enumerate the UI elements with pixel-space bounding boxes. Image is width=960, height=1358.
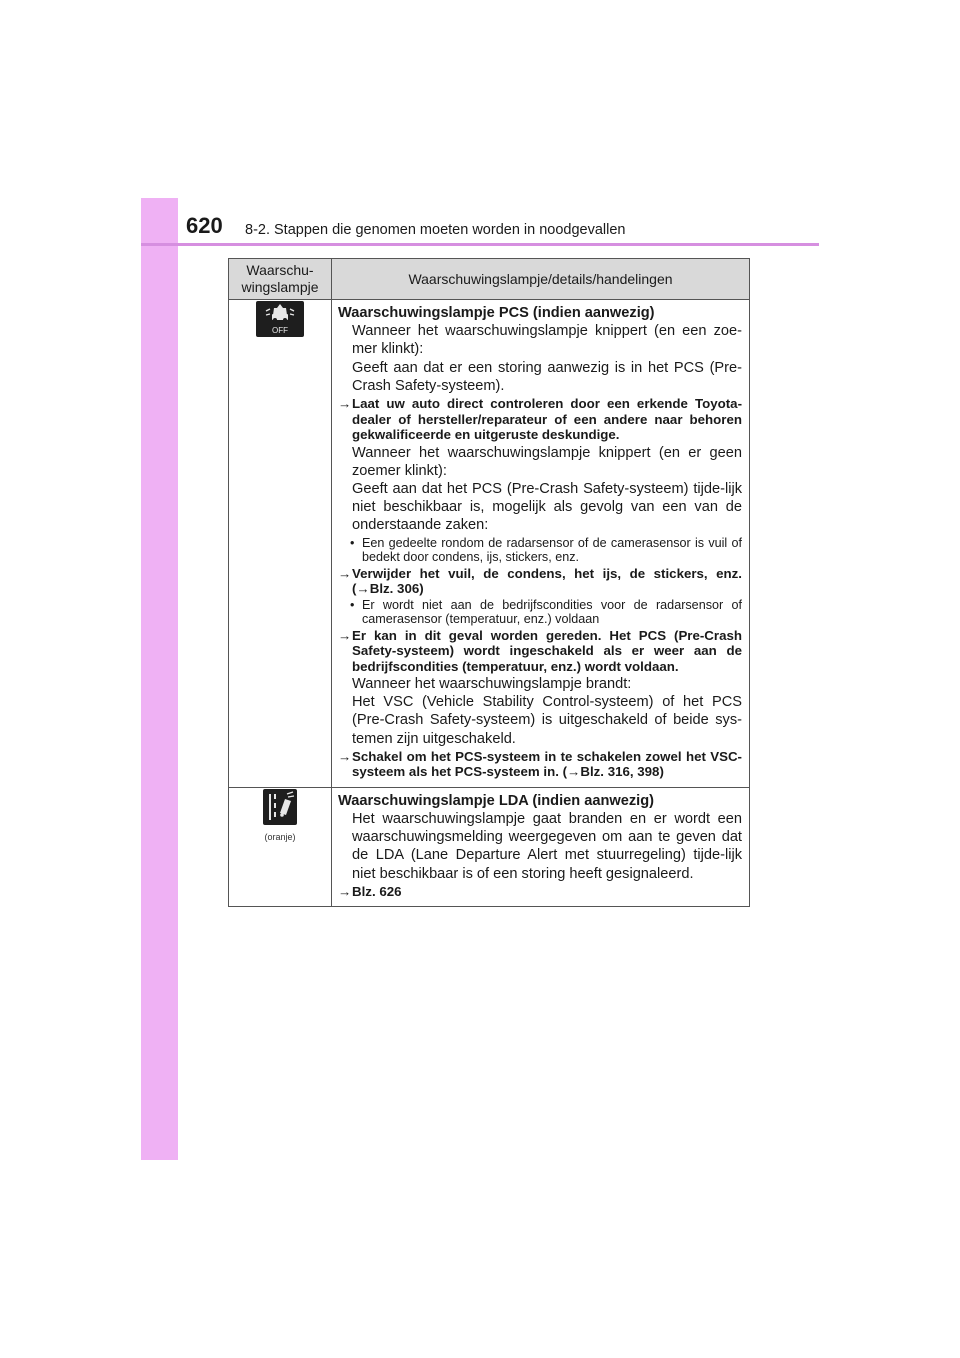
action-item: → Er kan in dit geval worden gereden. Het PCS (Pre-Crash Safety-systeem) wordt ingeschakeld als er weer aan de bedrijfscondities (temperatuur, enz.) wordt voldaan.	[338, 627, 742, 674]
paragraph: Geeft aan dat er een storing aanwezig is in het PCS (Pre-Crash Safety-systeem).	[352, 359, 742, 394]
chapter-side-tab	[141, 198, 178, 1160]
paragraph: Het VSC (Vehicle Stability Control-systeem) of het PCS (Pre-Crash Safety-systeem) is uitgeschakeld of beide sys-temen zijn uitgeschakeld.	[352, 694, 742, 747]
paragraph: Het waarschuwingslampje gaat branden en er wordt een waarschuwingsmelding weergegeven om aan te geven dat de LDA (Lane Departure Alert met stuurregeling) tijde-lijk niet beschikbaar is of een storing heeft gesignaleerd.	[352, 811, 742, 882]
bullet-icon: •	[350, 535, 355, 550]
table-row	[229, 787, 750, 907]
pcs-off-warning-icon-graphic	[256, 301, 304, 337]
action-item: → Laat uw auto direct controleren door een erkende Toyota-dealer of hersteller/reparateur of een andere naar behoren gekwalificeerde en uitgeruste deskundige.	[338, 396, 742, 443]
action-item: → Blz. 626	[338, 883, 402, 899]
arrow-icon: →	[338, 748, 352, 764]
paragraph: Wanneer het waarschuwingslampje knippert (en er geen zoemer klinkt):	[352, 444, 742, 479]
bullet-icon: •	[350, 597, 355, 612]
pcs-off-warning-icon	[256, 301, 304, 337]
svg-text:OFF: OFF	[272, 326, 288, 335]
arrow-icon: →	[338, 627, 352, 643]
table-row	[229, 300, 750, 788]
section-title: 8-2. Stappen die genomen moeten worden in noodgevallen	[245, 222, 626, 238]
column-header-details: Waarschuwingslampje/details/handelingen	[332, 259, 750, 300]
paragraph: Geeft aan dat het PCS (Pre-Crash Safety-systeem) tijde-lijk niet beschikbaar is, mogelijk als gevolg van een van de onderstaande zaken:	[352, 480, 742, 534]
header-rule	[141, 243, 819, 246]
bullet-item: • Een gedeelte rondom de radarsensor of de camerasensor is vuil of bedekt door condens, ijs, stickers, enz.	[350, 535, 742, 565]
row-title: Waarschuwingslampje LDA (indien aanwezig)	[338, 792, 654, 809]
lda-warning-icon-graphic	[263, 789, 297, 825]
action-item: → Verwijder het vuil, de condens, het ijs, de stickers, enz. (→Blz. 306)	[338, 565, 742, 597]
arrow-icon: →	[338, 396, 352, 412]
icon-cell	[229, 787, 332, 907]
paragraph: Wanneer het waarschuwingslampje brandt:	[352, 676, 632, 693]
column-header-light: Waarschu- wingslampje	[229, 259, 332, 300]
icon-cell	[229, 300, 332, 788]
details-cell	[332, 300, 750, 788]
table-header-row	[229, 259, 750, 300]
page-number: 620	[186, 213, 223, 238]
action-item: → Schakel om het PCS-systeem in te schakelen zowel het VSC-systeem als het PCS-systeem in. (→Blz. 316, 398)	[338, 748, 742, 780]
icon-color-label: (oranje)	[264, 831, 296, 842]
warning-light-table	[228, 258, 750, 907]
lda-warning-icon	[263, 789, 297, 825]
arrow-icon: →	[338, 883, 352, 899]
details-cell	[332, 787, 750, 907]
arrow-icon: →	[338, 565, 352, 581]
row-title: Waarschuwingslampje PCS (indien aanwezig)	[338, 305, 655, 321]
bullet-item: • Er wordt niet aan de bedrijfscondities voor de radarsensor of camerasensor (temperatuur, enz.) voldaan	[350, 597, 742, 627]
paragraph: Wanneer het waarschuwingslampje knippert (en een zoe-mer klinkt):	[352, 323, 742, 358]
